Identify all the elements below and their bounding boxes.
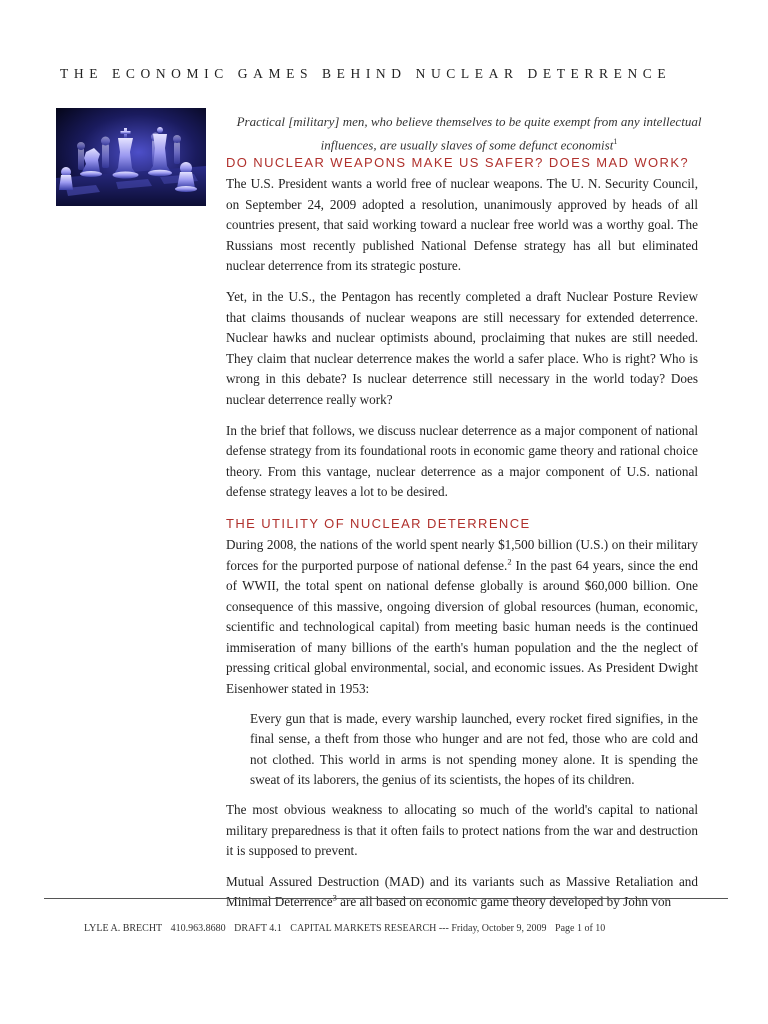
paragraph	[226, 872, 698, 913]
chess-pieces-illustration	[56, 108, 206, 206]
footer-page-number: Page 1 of 10	[555, 923, 606, 934]
eisenhower-quote: Every gun that is made, every warship launched, every rocket fired signifies, in the final sense, a theft from those who hunger and are not fed, those who are cold and not clothed. This world in arms is not spending money alone. It is spending the sweat of its laborers, the genius of its scientists, the hopes of its children.	[250, 710, 698, 788]
footnote-ref-3: 3	[332, 893, 337, 904]
epigraph	[226, 112, 712, 155]
footer-org-date: CAPITAL MARKETS RESEARCH --- Friday, October 9, 2009	[290, 923, 547, 934]
paragraph-text: are all based on economic game theory developed by John von	[336, 894, 672, 910]
footer-author: LYLE A. BRECHT	[84, 923, 163, 934]
footer-divider	[44, 898, 728, 899]
footer-phone: 410.963.8680	[170, 923, 226, 934]
footnote-ref-1: 1	[613, 137, 618, 146]
paragraph-text: In the past 64 years, since the end of WWII, the total spent on national defense globally is around $60,000 billion. One consequence of this massive, ongoing diversion of global resources (human, economic, scientific and technological capital) from meeting basic human needs is the continued immiseration of many billions of the earth's human population and the the neglect of pressing critical global environmental, social, and economic issues. As President Dwight Eisenhower stated in 1953:	[226, 557, 698, 697]
footnote-ref-2: 2	[507, 556, 512, 567]
document-title: THE ECONOMIC GAMES BEHIND NUCLEAR DETERRENCE	[60, 66, 672, 81]
paragraph: The most obvious weakness to allocating so much of the world's capital to national military preparedness is that it often fails to protect nations from the war and destruction it is supposed to prevent.	[226, 802, 698, 859]
page-footer	[84, 923, 694, 934]
paragraph: The U.S. President wants a world free of nuclear weapons. The U. N. Security Council, on September 24, 2009 adopted a resolution, unanimously approved by heads of all countries present, that said working toward a nuclear free world was a worthy goal. The Russians most recently published National Defense strategy has all but eliminated nuclear deterrence from its strategic posture.	[226, 176, 698, 274]
chess-photo	[56, 108, 206, 206]
section-heading-mad: DO NUCLEAR WEAPONS MAKE US SAFER? DOES MAD WORK?	[226, 155, 690, 170]
paragraph: In the brief that follows, we discuss nuclear deterrence as a major component of national defense strategy from its foundational roots in economic game theory and rational choice theory. From this vantage, nuclear deterrence as a major component of U.S. national defense strategy leaves a lot to be desired.	[226, 422, 698, 500]
paragraph-text: During 2008, the nations of the world spent nearly $1,500 billion (U.S.) on their military forces for the purported purpose of national defense.	[226, 536, 698, 573]
footer-draft: DRAFT 4.1	[234, 923, 282, 934]
epigraph-text: Practical [military] men, who believe themselves to be quite exempt from any intellectual influences, are usually slaves of some defunct economist	[236, 114, 702, 153]
main-content	[226, 152, 698, 923]
paragraph-text: Mutual Assured Destruction (MAD) and its variants such as Massive Retaliation and Minimal Deterrence	[226, 873, 698, 910]
paragraph	[226, 535, 698, 700]
paragraph: Yet, in the U.S., the Pentagon has recently completed a draft Nuclear Posture Review that claims thousands of nuclear weapons are still necessary for extended deterrence. Nuclear hawks and nuclear optimists abound, proclaiming that nukes are still needed. They claim that nuclear deterrence makes the world a safer place. Who is right? Who is wrong in this debate? Is nuclear deterrence still necessary in the world today? Does nuclear deterrence really work?	[226, 288, 698, 407]
section-heading-utility: THE UTILITY OF NUCLEAR DETERRENCE	[226, 515, 531, 531]
